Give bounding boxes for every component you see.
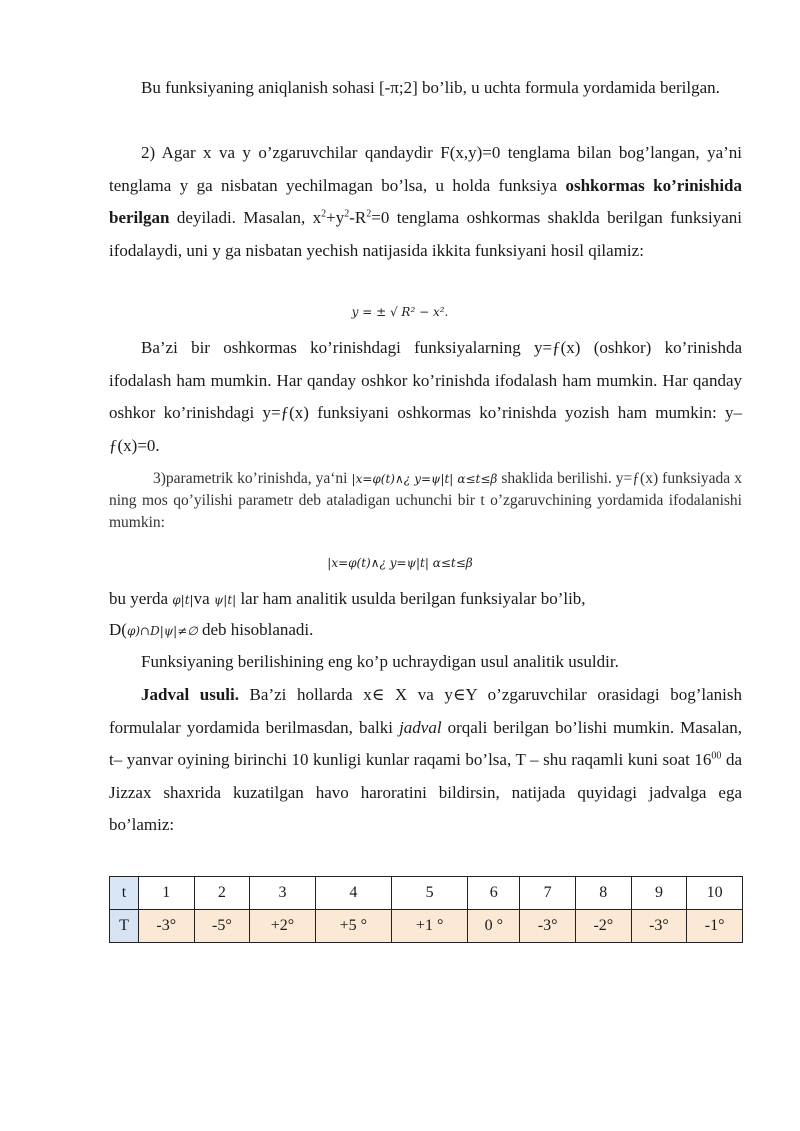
paragraph-explicit: Ba’zi bir oshkormas ko’rinishdagi funksiyalarning y=ƒ(x) (oshkor) ko’rinishda ifodalash ham mumkin. Har qanday oshkor ko’rinishda ifodalash ham mumkin. Har qanday oshkor ko’rinishdagi y=ƒ(x) funksiyani oshkormas ko’rinishda yozish ham mumkin: y– ƒ(x)=0. xyxy=(109,338,742,455)
paragraph-domain: Bu funksiyaning aniqlanish sohasi [-π;2] bo’lib, u uchta formula yordamida berilgan. xyxy=(141,78,720,97)
text-run: lar ham analitik usulda berilgan funksiyalar bo’lib, xyxy=(236,589,586,608)
superscript: 2 xyxy=(366,208,372,220)
table-cell: 1 xyxy=(138,877,194,910)
temperature-table xyxy=(109,876,743,943)
table-cell: -3° xyxy=(631,910,687,943)
table-cell: 8 xyxy=(575,877,631,910)
table-cell: -5° xyxy=(194,910,250,943)
formula-sqrt: y = ± √ R² − x². xyxy=(351,305,449,319)
superscript: 2 xyxy=(321,208,327,220)
superscript: 00 xyxy=(711,750,722,762)
text-run: +y xyxy=(326,208,345,227)
formula-parametric: |x=φ(t)∧¿ y=ψ|t| α≤t≤β xyxy=(327,556,473,570)
table-cell: 10 xyxy=(687,877,743,910)
text-run: 2) Agar x va y o’zgaruvchilar qandaydir F(x,y)=0 tenglama bilan bog’langan, ya’ni tenglama y ga nisbatan yechilmagan bo’lsa, u holda funksiya xyxy=(109,143,742,195)
text-run: =0 tenglama oshkormas shaklda berilgan funksiyani ifodalaydi, uni y ga nisbatan yechish natijasida ikkita funksiyani hosil qilamiz: xyxy=(109,208,742,260)
table-cell: 6 xyxy=(468,877,520,910)
text-run: deb hisoblanadi. xyxy=(197,620,314,639)
table-cell: 0 ° xyxy=(468,910,520,943)
text-run: orqali berilgan bo’lishi mumkin. Masalan, t– yanvar oyining birinchi 10 kunligi kunlar raqami bo’lsa, T – shu raqamli kuni soat 16 xyxy=(109,717,742,769)
paragraph-domain-intersection xyxy=(109,614,742,648)
table-header-cell: t xyxy=(110,877,139,910)
paragraph-implicit xyxy=(109,137,742,267)
table-cell: 9 xyxy=(631,877,687,910)
text-run: shaklida berilishi. y=ƒ(x) funksiyada x ning mos qo’yilishi parametr deb ataladigan uchunchi bir t o’zgaruvchining yordamida ifodalanishi mumkin: xyxy=(109,470,742,531)
table-cell: 4 xyxy=(315,877,391,910)
inline-formula-parametric: |x=φ(t)∧¿ y=ψ|t| α≤t≤β xyxy=(351,472,498,486)
bold-term-implicit: oshkormas ko’rinishida berilgan xyxy=(109,175,742,227)
paragraph-table-method xyxy=(109,679,742,842)
table-cell: -2° xyxy=(575,910,631,943)
table-cell: -1° xyxy=(687,910,743,943)
table-cell: -3° xyxy=(138,910,194,943)
text-run: deyiladi. Masalan, x xyxy=(169,208,322,227)
paragraph-where xyxy=(109,583,742,617)
table-cell: 7 xyxy=(520,877,576,910)
text-run: -R xyxy=(349,208,367,227)
text-run: bu yerda xyxy=(109,589,173,608)
text-run: Ba’zi hollarda x∈ X va y∈Y o’zgaruvchilar orasidagi bog’lanish formulalar yordamida berilmasdan, balki xyxy=(109,685,743,737)
table-cell: 3 xyxy=(250,877,316,910)
table-cell: +5 ° xyxy=(315,910,391,943)
table-cell: +1 ° xyxy=(392,910,468,943)
italic-term-jadval: jadval xyxy=(399,717,442,737)
table-cell: 5 xyxy=(392,877,468,910)
text-run: da Jizzax shaxrida kuzatilgan havo haroratini bildirsin, natijada quyidagi jadvalga ega bo’lamiz: xyxy=(109,750,742,834)
table-cell: +2° xyxy=(250,910,316,943)
paragraph-analytic: Funksiyaning berilishining eng ko’p uchraydigan usul analitik usuldir. xyxy=(141,652,619,671)
table-cell: -3° xyxy=(520,910,576,943)
table-header-cell: T xyxy=(110,910,139,943)
text-run: 3)parametrik ko’rinishda, ya‘ni xyxy=(153,470,352,487)
inline-formula-intersection: φ)∩D|ψ|≠∅ xyxy=(126,624,198,638)
table-row xyxy=(110,910,743,943)
table-row xyxy=(110,877,743,910)
superscript: 2 xyxy=(344,208,350,220)
bold-heading-table-method: Jadval usuli. xyxy=(141,685,239,704)
paragraph-parametric xyxy=(109,468,742,534)
text-run: D( xyxy=(109,620,127,639)
text-run: va xyxy=(193,589,214,608)
table-cell: 2 xyxy=(194,877,250,910)
inline-formula-psi: ψ|t| xyxy=(213,593,237,607)
inline-formula-phi: φ|t| xyxy=(172,593,194,607)
